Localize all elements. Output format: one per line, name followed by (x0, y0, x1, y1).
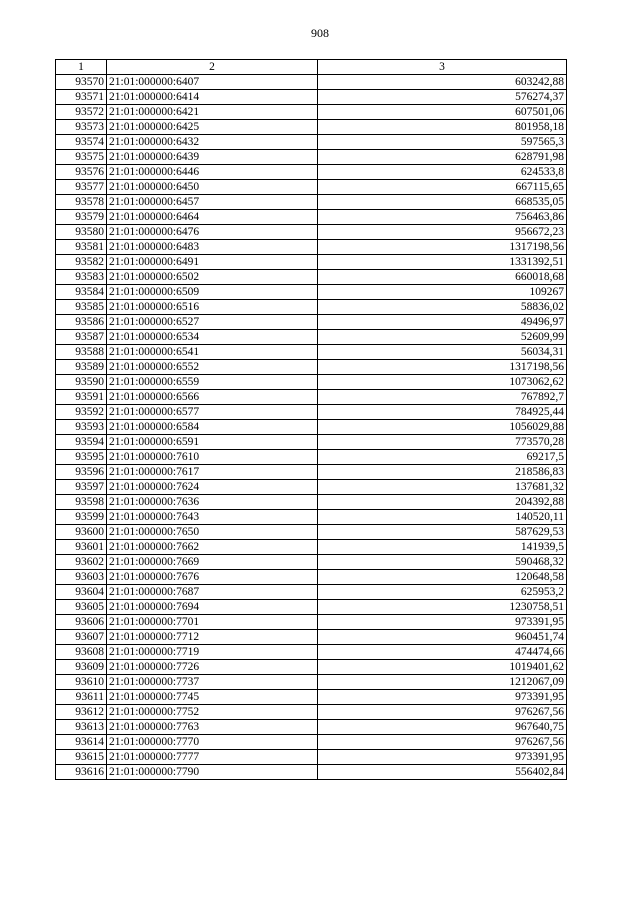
cadastral-number-cell: 21:01:000000:6414 (107, 90, 318, 105)
table-row (56, 570, 567, 585)
row-number-cell: 93595 (56, 450, 107, 465)
value-cell: 667115,65 (318, 180, 567, 195)
column-header-1: 1 (56, 60, 107, 75)
cadastral-number-cell: 21:01:000000:6591 (107, 435, 318, 450)
row-number-cell: 93585 (56, 300, 107, 315)
table-row (56, 750, 567, 765)
cadastral-number-cell: 21:01:000000:6425 (107, 120, 318, 135)
cadastral-number-cell: 21:01:000000:6446 (107, 165, 318, 180)
cadastral-number-cell: 21:01:000000:6559 (107, 375, 318, 390)
value-cell: 976267,56 (318, 705, 567, 720)
row-number-cell: 93588 (56, 345, 107, 360)
cadastral-number-cell: 21:01:000000:6527 (107, 315, 318, 330)
row-number-cell: 93614 (56, 735, 107, 750)
value-cell: 607501,06 (318, 105, 567, 120)
cadastral-number-cell: 21:01:000000:7737 (107, 675, 318, 690)
row-number-cell: 93601 (56, 540, 107, 555)
cadastral-number-cell: 21:01:000000:7719 (107, 645, 318, 660)
row-number-cell: 93586 (56, 315, 107, 330)
cadastral-number-cell: 21:01:000000:7617 (107, 465, 318, 480)
table-row (56, 270, 567, 285)
value-cell: 956672,23 (318, 225, 567, 240)
cadastral-number-cell: 21:01:000000:6552 (107, 360, 318, 375)
value-cell: 1212067,09 (318, 675, 567, 690)
table-body (56, 75, 567, 780)
cadastral-number-cell: 21:01:000000:6577 (107, 405, 318, 420)
cadastral-number-cell: 21:01:000000:6439 (107, 150, 318, 165)
table-row (56, 765, 567, 780)
cadastral-number-cell: 21:01:000000:6516 (107, 300, 318, 315)
row-number-cell: 93616 (56, 765, 107, 780)
value-cell: 1317198,56 (318, 360, 567, 375)
table-row (56, 225, 567, 240)
row-number-cell: 93589 (56, 360, 107, 375)
table-row (56, 300, 567, 315)
row-number-cell: 93599 (56, 510, 107, 525)
cadastral-number-cell: 21:01:000000:7610 (107, 450, 318, 465)
table-row (56, 645, 567, 660)
row-number-cell: 93582 (56, 255, 107, 270)
column-header-3: 3 (318, 60, 567, 75)
value-cell: 967640,75 (318, 720, 567, 735)
row-number-cell: 93605 (56, 600, 107, 615)
value-cell: 767892,7 (318, 390, 567, 405)
table-row (56, 480, 567, 495)
row-number-cell: 93576 (56, 165, 107, 180)
row-number-cell: 93579 (56, 210, 107, 225)
table-row (56, 465, 567, 480)
row-number-cell: 93570 (56, 75, 107, 90)
table-row (56, 240, 567, 255)
cadastral-number-cell: 21:01:000000:6491 (107, 255, 318, 270)
value-cell: 668535,05 (318, 195, 567, 210)
value-cell: 660018,68 (318, 270, 567, 285)
cadastral-number-cell: 21:01:000000:7636 (107, 495, 318, 510)
table-row (56, 210, 567, 225)
table-row (56, 195, 567, 210)
table-row (56, 630, 567, 645)
value-cell: 587629,53 (318, 525, 567, 540)
row-number-cell: 93594 (56, 435, 107, 450)
registry-table (55, 59, 567, 780)
value-cell: 1317198,56 (318, 240, 567, 255)
header-row (56, 60, 567, 75)
value-cell: 69217,5 (318, 450, 567, 465)
table-row (56, 585, 567, 600)
table-row (56, 540, 567, 555)
table-row (56, 150, 567, 165)
value-cell: 628791,98 (318, 150, 567, 165)
row-number-cell: 93602 (56, 555, 107, 570)
table-row (56, 525, 567, 540)
cadastral-number-cell: 21:01:000000:7694 (107, 600, 318, 615)
value-cell: 49496,97 (318, 315, 567, 330)
row-number-cell: 93578 (56, 195, 107, 210)
value-cell: 1019401,62 (318, 660, 567, 675)
row-number-cell: 93607 (56, 630, 107, 645)
row-number-cell: 93575 (56, 150, 107, 165)
table-row (56, 435, 567, 450)
value-cell: 603242,88 (318, 75, 567, 90)
table-row (56, 75, 567, 90)
value-cell: 137681,32 (318, 480, 567, 495)
value-cell: 140520,11 (318, 510, 567, 525)
value-cell: 1056029,88 (318, 420, 567, 435)
row-number-cell: 93615 (56, 750, 107, 765)
table-row (56, 615, 567, 630)
table-row (56, 255, 567, 270)
cadastral-number-cell: 21:01:000000:7701 (107, 615, 318, 630)
table-row (56, 180, 567, 195)
table-row (56, 315, 567, 330)
cadastral-number-cell: 21:01:000000:6566 (107, 390, 318, 405)
cadastral-number-cell: 21:01:000000:7752 (107, 705, 318, 720)
value-cell: 52609,99 (318, 330, 567, 345)
row-number-cell: 93572 (56, 105, 107, 120)
value-cell: 801958,18 (318, 120, 567, 135)
value-cell: 1331392,51 (318, 255, 567, 270)
row-number-cell: 93598 (56, 495, 107, 510)
value-cell: 590468,32 (318, 555, 567, 570)
table-row (56, 720, 567, 735)
table-row (56, 555, 567, 570)
cadastral-number-cell: 21:01:000000:6541 (107, 345, 318, 360)
row-number-cell: 93580 (56, 225, 107, 240)
cadastral-number-cell: 21:01:000000:6483 (107, 240, 318, 255)
value-cell: 773570,28 (318, 435, 567, 450)
value-cell: 58836,02 (318, 300, 567, 315)
cadastral-number-cell: 21:01:000000:7712 (107, 630, 318, 645)
row-number-cell: 93571 (56, 90, 107, 105)
cadastral-number-cell: 21:01:000000:6534 (107, 330, 318, 345)
cadastral-number-cell: 21:01:000000:7777 (107, 750, 318, 765)
value-cell: 973391,95 (318, 750, 567, 765)
row-number-cell: 93591 (56, 390, 107, 405)
row-number-cell: 93612 (56, 705, 107, 720)
cadastral-number-cell: 21:01:000000:7763 (107, 720, 318, 735)
table-row (56, 675, 567, 690)
cadastral-number-cell: 21:01:000000:6432 (107, 135, 318, 150)
value-cell: 625953,2 (318, 585, 567, 600)
row-number-cell: 93611 (56, 690, 107, 705)
table-row (56, 120, 567, 135)
value-cell: 474474,66 (318, 645, 567, 660)
cadastral-number-cell: 21:01:000000:6502 (107, 270, 318, 285)
cadastral-number-cell: 21:01:000000:7726 (107, 660, 318, 675)
cadastral-number-cell: 21:01:000000:7687 (107, 585, 318, 600)
page-number: 908 (311, 26, 329, 40)
table-row (56, 450, 567, 465)
row-number-cell: 93608 (56, 645, 107, 660)
row-number-cell: 93603 (56, 570, 107, 585)
cadastral-number-cell: 21:01:000000:7770 (107, 735, 318, 750)
row-number-cell: 93604 (56, 585, 107, 600)
row-number-cell: 93613 (56, 720, 107, 735)
value-cell: 784925,44 (318, 405, 567, 420)
cadastral-number-cell: 21:01:000000:7669 (107, 555, 318, 570)
row-number-cell: 93609 (56, 660, 107, 675)
table-row (56, 600, 567, 615)
row-number-cell: 93584 (56, 285, 107, 300)
value-cell: 556402,84 (318, 765, 567, 780)
value-cell: 204392,88 (318, 495, 567, 510)
table-row (56, 360, 567, 375)
cadastral-number-cell: 21:01:000000:7650 (107, 525, 318, 540)
value-cell: 973391,95 (318, 615, 567, 630)
cadastral-number-cell: 21:01:000000:6509 (107, 285, 318, 300)
row-number-cell: 93577 (56, 180, 107, 195)
value-cell: 120648,58 (318, 570, 567, 585)
row-number-cell: 93574 (56, 135, 107, 150)
row-number-cell: 93596 (56, 465, 107, 480)
row-number-cell: 93573 (56, 120, 107, 135)
table-row (56, 330, 567, 345)
table-row (56, 420, 567, 435)
value-cell: 624533,8 (318, 165, 567, 180)
cadastral-number-cell: 21:01:000000:6584 (107, 420, 318, 435)
cadastral-number-cell: 21:01:000000:6407 (107, 75, 318, 90)
table-row (56, 375, 567, 390)
value-cell: 973391,95 (318, 690, 567, 705)
cadastral-number-cell: 21:01:000000:7676 (107, 570, 318, 585)
cadastral-number-cell: 21:01:000000:6450 (107, 180, 318, 195)
table-row (56, 660, 567, 675)
table-row (56, 345, 567, 360)
row-number-cell: 93597 (56, 480, 107, 495)
value-cell: 56034,31 (318, 345, 567, 360)
cadastral-number-cell: 21:01:000000:6421 (107, 105, 318, 120)
row-number-cell: 93600 (56, 525, 107, 540)
value-cell: 976267,56 (318, 735, 567, 750)
value-cell: 1073062,62 (318, 375, 567, 390)
table-row (56, 510, 567, 525)
cadastral-number-cell: 21:01:000000:7624 (107, 480, 318, 495)
table-row (56, 705, 567, 720)
table-row (56, 405, 567, 420)
cadastral-number-cell: 21:01:000000:6476 (107, 225, 318, 240)
table-row (56, 390, 567, 405)
row-number-cell: 93592 (56, 405, 107, 420)
table-row (56, 90, 567, 105)
value-cell: 1230758,51 (318, 600, 567, 615)
row-number-cell: 93590 (56, 375, 107, 390)
row-number-cell: 93610 (56, 675, 107, 690)
value-cell: 141939,5 (318, 540, 567, 555)
table-row (56, 135, 567, 150)
row-number-cell: 93581 (56, 240, 107, 255)
value-cell: 218586,83 (318, 465, 567, 480)
row-number-cell: 93606 (56, 615, 107, 630)
cadastral-number-cell: 21:01:000000:7790 (107, 765, 318, 780)
row-number-cell: 93583 (56, 270, 107, 285)
table-row (56, 495, 567, 510)
column-header-2: 2 (107, 60, 318, 75)
cadastral-number-cell: 21:01:000000:7745 (107, 690, 318, 705)
row-number-cell: 93593 (56, 420, 107, 435)
value-cell: 756463,86 (318, 210, 567, 225)
row-number-cell: 93587 (56, 330, 107, 345)
value-cell: 109267 (318, 285, 567, 300)
value-cell: 960451,74 (318, 630, 567, 645)
cadastral-number-cell: 21:01:000000:7662 (107, 540, 318, 555)
table-row (56, 105, 567, 120)
table-row (56, 165, 567, 180)
cadastral-number-cell: 21:01:000000:6457 (107, 195, 318, 210)
value-cell: 576274,37 (318, 90, 567, 105)
value-cell: 597565,3 (318, 135, 567, 150)
table-row (56, 735, 567, 750)
cadastral-number-cell: 21:01:000000:6464 (107, 210, 318, 225)
table-row (56, 690, 567, 705)
cadastral-number-cell: 21:01:000000:7643 (107, 510, 318, 525)
table-row (56, 285, 567, 300)
